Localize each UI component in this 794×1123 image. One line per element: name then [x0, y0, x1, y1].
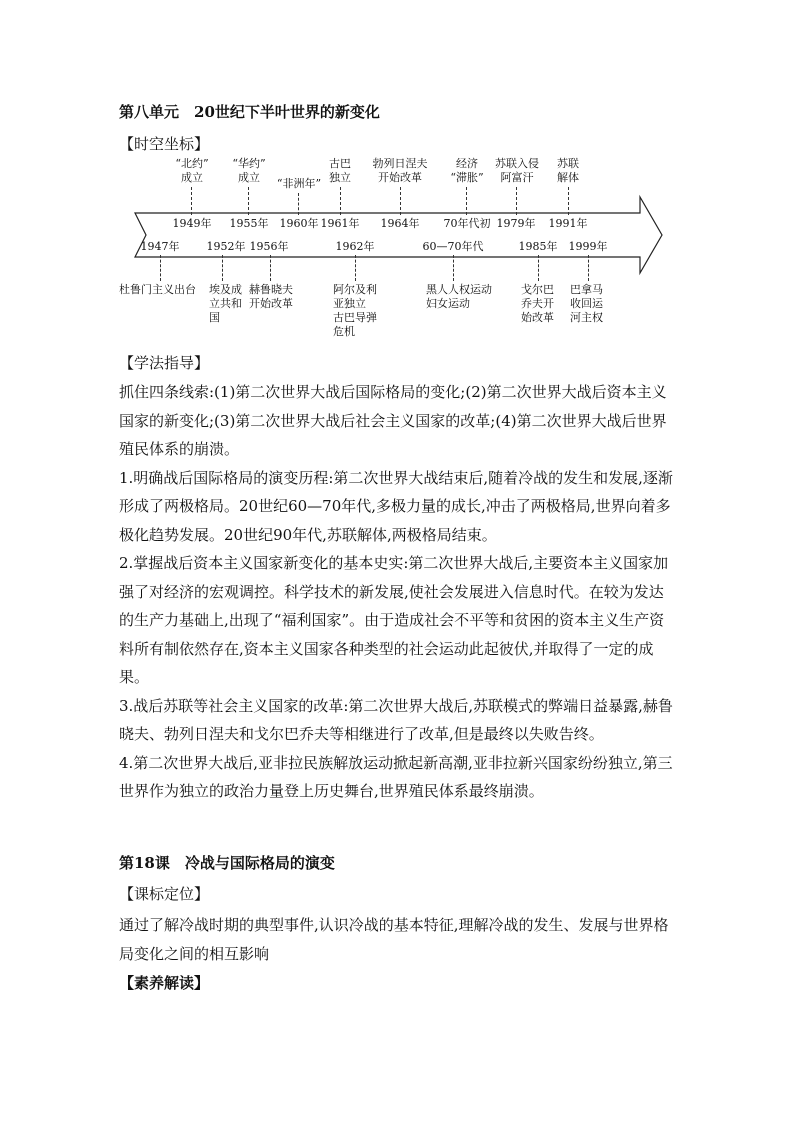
guide-paragraph-2: 2.掌握战后资本主义国家新变化的基本史实:第二次世界大战后,主要资本主义国家加强了对经济的宏观调控。科学技术的新发展,使社会发展进入信息时代。在较为发达的生产力基础上,出现了“福利国家”。由于造成社会不平等和贫困的资本主义生产资料所有制依然存在,资本主义国家各种类型的社会运动此起彼伏,并取得了一定的成果。 — [119, 554, 669, 686]
standard-paragraph: 通过了解冷战时期的典型事件,认识冷战的基本特征,理解冷战的发生、发展与世界格局变化之间的相互影响 — [119, 916, 669, 963]
tl-above-year-2: 1955年 — [229, 217, 269, 230]
tl-below-year-2: 1952年 — [206, 240, 246, 253]
standard-text — [119, 911, 675, 968]
tl-above-event-2: “华约” 成立 — [232, 157, 266, 184]
tl-below-event-3: 赫鲁晓夫 开始改革 — [249, 283, 293, 310]
tl-above-event-4: 古巴 独立 — [329, 157, 351, 184]
tl-above-event-5: 勃列日涅夫 开始改革 — [372, 157, 428, 184]
guide-paragraph-1: 1.明确战后国际格局的演变历程:第二次世界大战结束后,随着冷战的发生和发展,逐渐形成了两极格局。20世纪60—70年代,多极力量的成长,冲击了两极格局,世界向着多极化趋势发展。20世纪90年代,苏联解体,两极格局结束。 — [119, 468, 673, 544]
tl-below-event-6: 戈尔巴 乔夫开 始改革 — [521, 283, 554, 324]
tl-above-event-6: 经济 “滞胀” — [450, 157, 484, 184]
tl-above-year-6: 70年代初 — [443, 217, 491, 230]
guide-body — [119, 378, 675, 806]
tl-below-event-2: 埃及成 立共和 国 — [209, 283, 242, 324]
tl-above-event-7: 苏联入侵 阿富汗 — [495, 157, 539, 184]
tl-above-year-8: 1991年 — [548, 217, 588, 230]
unit-title: 第八单元 20世纪下半叶世界的新变化 — [119, 103, 380, 121]
section-guide-heading: 【学法指导】 — [119, 354, 210, 372]
tl-below-year-6: 1985年 — [518, 240, 558, 253]
tl-below-year-5: 60—70年代 — [422, 240, 484, 253]
section-timeline-heading: 【时空坐标】 — [119, 135, 210, 153]
tl-below-year-7: 1999年 — [568, 240, 608, 253]
guide-paragraph-0: 抓住四条线索:(1)第二次世界大战后国际格局的变化;(2)第二次世界大战后资本主义国家的新变化;(3)第二次世界大战后社会主义国家的改革;(4)第二次世界大战后世界殖民体系的崩溃。 — [119, 383, 667, 458]
tl-below-year-1: 1947年 — [140, 240, 180, 253]
guide-paragraph-3: 3.战后苏联等社会主义国家的改革:第二次世界大战后,苏联模式的弊端日益暴露,赫鲁晓夫、勃列日涅夫和戈尔巴乔夫等相继进行了改革,但是最终以失败告终。 — [119, 696, 673, 743]
tl-above-year-5: 1964年 — [380, 217, 420, 230]
section-standard-heading: 【课标定位】 — [119, 885, 210, 903]
guide-paragraph-4: 4.第二次世界大战后,亚非拉民族解放运动掀起新高潮,亚非拉新兴国家纷纷独立,第三世界作为独立的政治力量登上历史舞台,世界殖民体系最终崩溃。 — [119, 753, 673, 800]
timeline — [0, 0, 794, 360]
tl-above-year-1: 1949年 — [172, 217, 212, 230]
tl-below-event-5: 黑人人权运动 妇女运动 — [426, 283, 492, 310]
section-literacy-heading: 【素养解读】 — [119, 974, 210, 992]
tl-below-year-3: 1956年 — [249, 240, 289, 253]
tl-below-event-1: 杜鲁门主义出台 — [119, 283, 196, 296]
tl-above-event-1: “北约” 成立 — [175, 157, 209, 184]
tl-above-year-3: 1960年 — [279, 217, 319, 230]
tl-above-event-8: 苏联 解体 — [557, 157, 579, 184]
tl-above-year-4: 1961年 — [320, 217, 360, 230]
lesson-title: 第18课 冷战与国际格局的演变 — [119, 854, 335, 872]
tl-above-event-3: “非洲年” — [276, 177, 322, 190]
tl-below-event-4: 阿尔及利 亚独立 古巴导弹 危机 — [333, 283, 377, 338]
tl-below-event-7: 巴拿马 收回运 河主权 — [570, 283, 603, 324]
tl-above-year-7: 1979年 — [496, 217, 536, 230]
tl-below-year-4: 1962年 — [335, 240, 375, 253]
